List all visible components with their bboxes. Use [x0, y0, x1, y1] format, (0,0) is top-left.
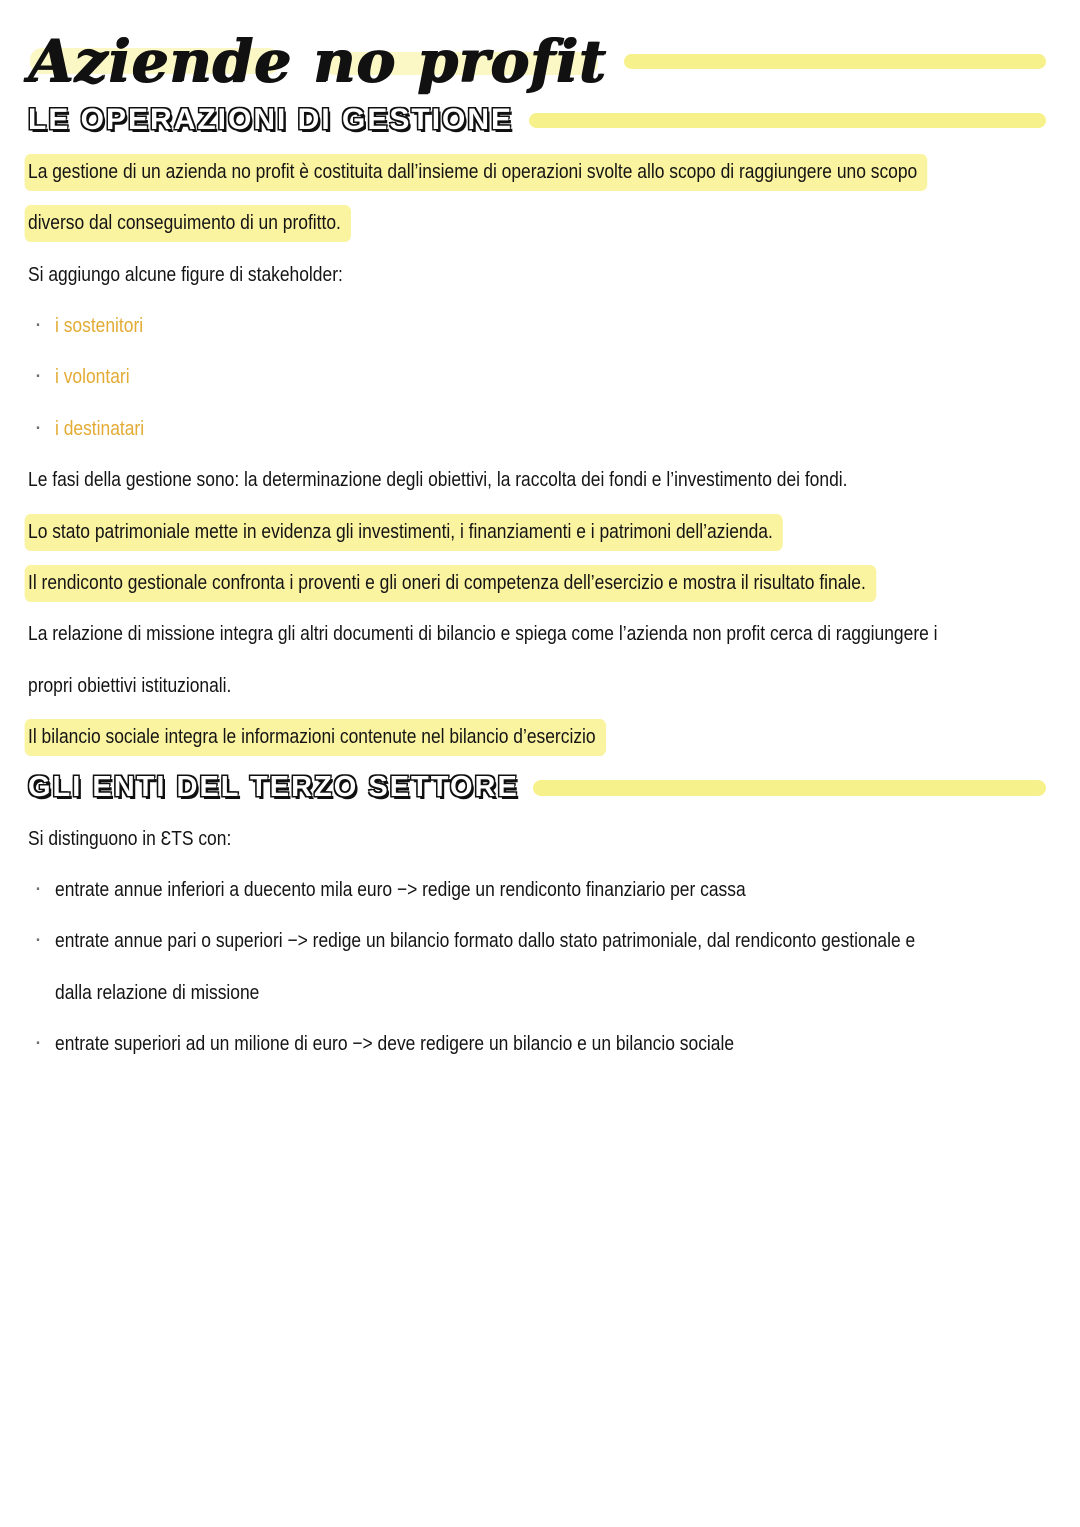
bullet-icon: · [34, 874, 42, 902]
ets-rule-text: entrate annue pari o superiori −> redige un bilancio formato dallo stato patrimoniale, dal rendiconto gestionale e [55, 929, 916, 953]
heading-highlight-bar [529, 113, 1046, 128]
ets-rule-text-continued: dalla relazione di missione [55, 980, 260, 1004]
text-line [28, 711, 1046, 762]
list-item [28, 300, 1046, 351]
text-line [28, 146, 1046, 197]
page-title: Aziende no profit [28, 27, 607, 95]
stakeholder-item: i destinatari [55, 416, 145, 440]
bullet-icon: · [34, 310, 42, 338]
list-item [28, 864, 1046, 915]
body-text: Si distinguono in ƐTS con: [28, 826, 232, 850]
body-text: Si aggiungo alcune figure di stakeholder: [28, 262, 343, 286]
list-item [28, 403, 1046, 454]
highlighted-text: Lo stato patrimoniale mette in evidenza gli investimenti, i finanziamenti e i patrimoni dell’azienda. [25, 514, 783, 551]
text-line [28, 660, 1046, 711]
section-heading-terzo-settore: GLI ENTI DEL TERZO SETTORE [28, 771, 519, 804]
title-row [28, 18, 1046, 104]
text-line [28, 454, 1046, 505]
text-line [28, 557, 1046, 608]
text-line [28, 967, 1046, 1018]
bullet-icon: · [34, 361, 42, 389]
highlighted-text: Il bilancio sociale integra le informazioni contenute nel bilancio d’esercizio [25, 719, 606, 756]
heading-highlight-bar [533, 780, 1046, 796]
title-highlight-bar [624, 54, 1046, 69]
text-line [28, 813, 1046, 864]
stakeholder-item: i volontari [55, 365, 130, 389]
highlighted-text: Il rendiconto gestionale confronta i proventi e gli oneri di competenza dell’esercizio e mostra il risultato finale. [25, 565, 876, 602]
stakeholder-item: i sostenitori [55, 314, 144, 338]
body-text: Le fasi della gestione sono: la determinazione degli obiettivi, la raccolta dei fondi e l’investimento dei fondi. [28, 468, 848, 492]
section-heading-row-operazioni [28, 98, 1046, 142]
text-line [28, 197, 1046, 248]
bullet-icon: · [34, 925, 42, 953]
bullet-icon: · [34, 1028, 42, 1056]
text-line [28, 506, 1046, 557]
section-heading-row-terzo-settore [28, 763, 1046, 813]
body-text: La relazione di missione integra gli altri documenti di bilancio e spiega come l’azienda non profit cerca di raggiungere i [28, 622, 938, 646]
list-item [28, 352, 1046, 403]
list-item [28, 915, 1046, 966]
text-line [28, 609, 1046, 660]
text-line [28, 249, 1046, 300]
list-item [28, 1018, 1046, 1069]
highlighted-text: diverso dal conseguimento di un profitto. [25, 205, 351, 242]
notes-body [28, 146, 1046, 1070]
ets-rule-text: entrate annue inferiori a duecento mila euro −> redige un rendiconto finanziario per cassa [55, 877, 746, 901]
section-heading-operazioni: LE OPERAZIONI DI GESTIONE [28, 103, 514, 136]
body-text: propri obiettivi istituzionali. [28, 673, 232, 697]
bullet-icon: · [34, 413, 42, 441]
ets-rule-text: entrate superiori ad un milione di euro −> deve redigere un bilancio e un bilancio sociale [55, 1032, 735, 1056]
highlighted-text: La gestione di un azienda no profit è costituita dall’insieme di operazioni svolte allo scopo di raggiungere uno scopo [25, 154, 928, 191]
